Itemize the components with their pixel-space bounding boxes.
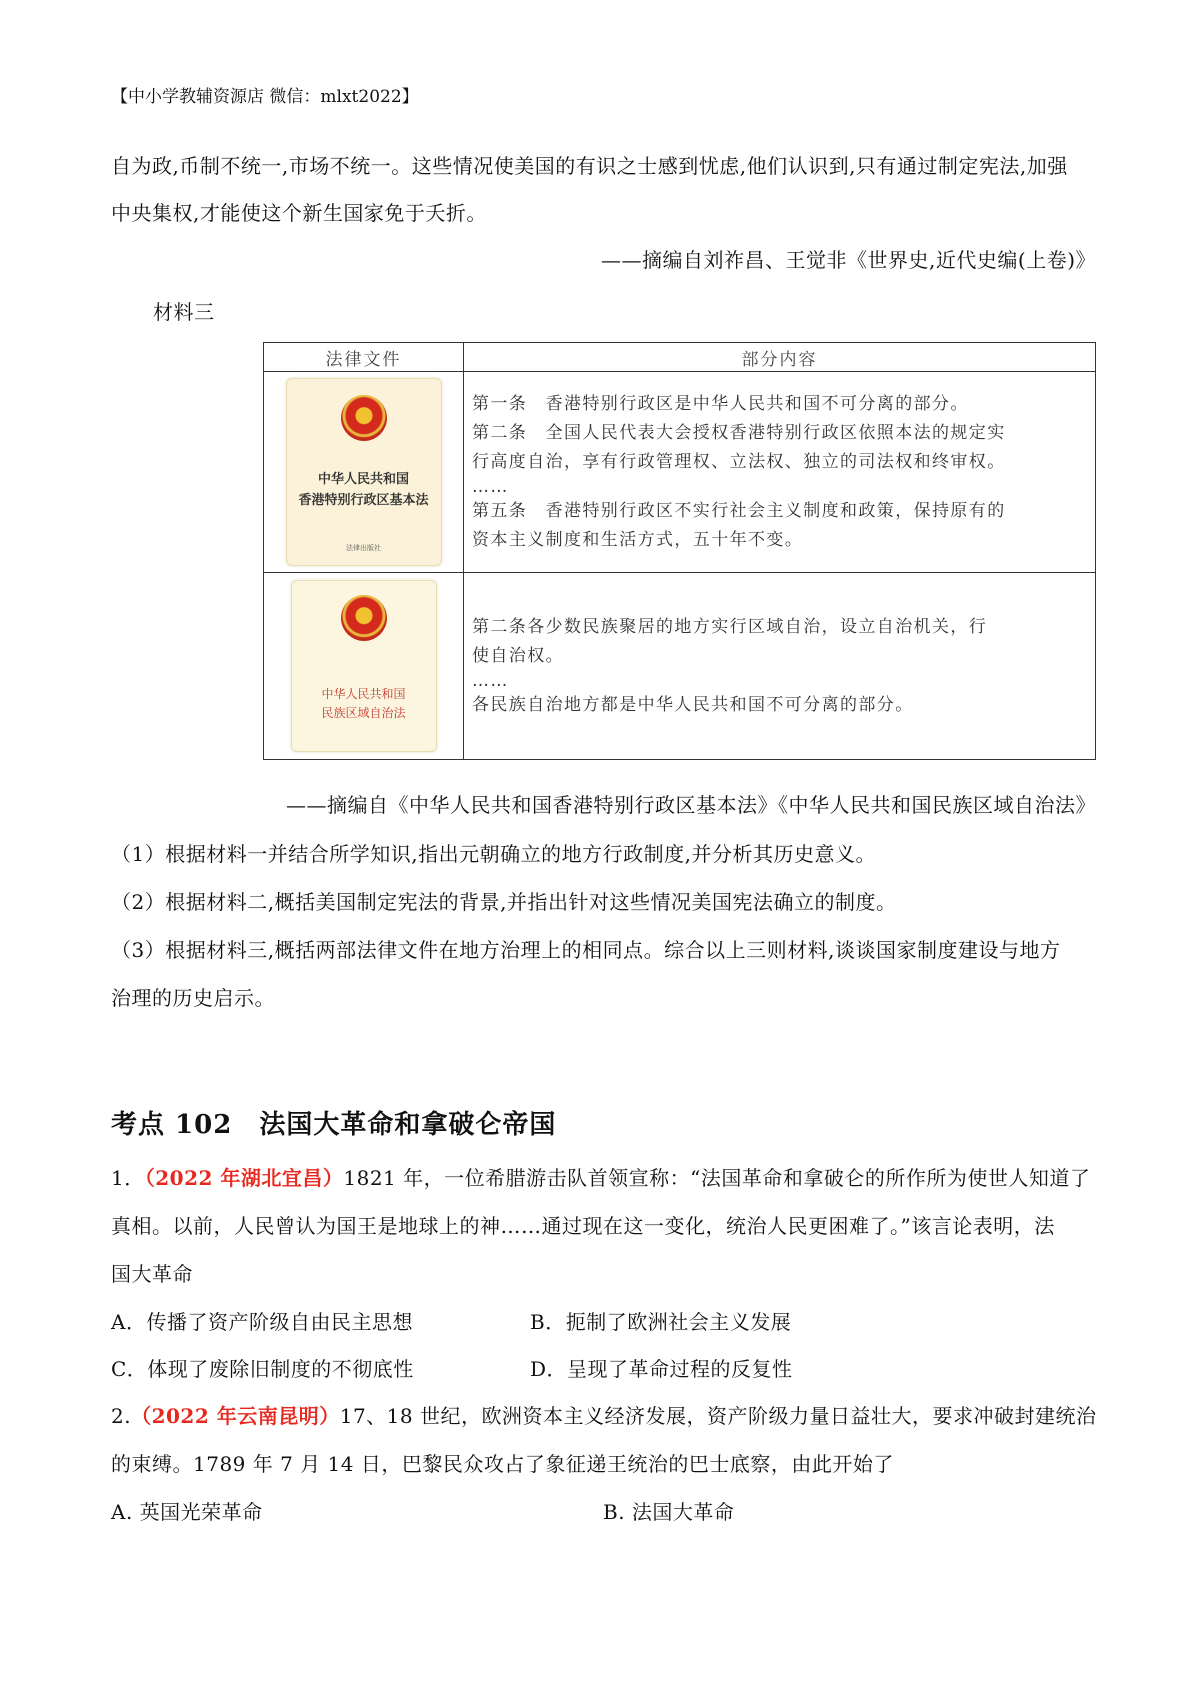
material2-line1: 自为政,币制不统一,市场不统一。这些情况使美国的有识之士感到忧虑,他们认识到,只有通过制定宪法,加强 xyxy=(111,154,1068,178)
hk-basic-law-cover xyxy=(286,378,442,566)
q1-source: （2022 年湖北宜昌） xyxy=(144,1166,344,1190)
content-line: 第五条 香港特别行政区不实行社会主义制度和政策，保持原有的 xyxy=(472,500,1006,521)
q2-source: （2022 年云南昆明） xyxy=(131,1404,340,1428)
q2-option-b[interactable]: B. 法国大革命 xyxy=(603,1500,735,1524)
content-line: 各民族自治地方都是中华人民共和国不可分离的部分。 xyxy=(472,694,914,715)
content-line: 第二条 全国人民代表大会授权香港特别行政区依照本法的规定实 xyxy=(472,422,1006,443)
national-emblem-icon xyxy=(341,395,387,441)
q1-line3: 国大革命 xyxy=(111,1262,193,1286)
table-header-content: 部分内容 xyxy=(464,343,1096,372)
material3-label: 材料三 xyxy=(153,300,215,324)
content-line: …… xyxy=(472,476,509,497)
law-content-cell xyxy=(464,573,1096,760)
q2-number: 2. xyxy=(111,1404,132,1428)
question-3: （3）根据材料三,概括两部法律文件在地方治理上的相同点。综合以上三则材料,谈谈国家制度建设与地方 xyxy=(111,938,1061,962)
content-line: 行高度自治，享有行政管理权、立法权、独立的司法权和终审权。 xyxy=(472,451,1006,472)
q1-option-a[interactable]: A．传播了资产阶级自由民主思想 xyxy=(111,1310,413,1334)
law-cover-cell xyxy=(264,573,464,760)
content-line: 使自治权。 xyxy=(472,645,564,666)
ethnic-autonomy-law-cover xyxy=(291,580,437,752)
q2-stem-start: 17、18 世纪，欧洲资本主义经济发展，资产阶级力量日益壮大，要求冲破封建统治 xyxy=(339,1404,1097,1428)
content-line: …… xyxy=(472,670,509,691)
q1-option-d[interactable]: D．呈现了革命过程的反复性 xyxy=(530,1357,793,1381)
cover-publisher: 法律出版社 xyxy=(346,544,381,552)
table-header-law: 法律文件 xyxy=(264,343,464,372)
material2-line2: 中央集权,才能使这个新生国家免于夭折。 xyxy=(111,201,487,225)
law-content-cell xyxy=(464,372,1096,573)
section-title: 考点 102 法国大革命和拿破仑帝国 xyxy=(111,1110,557,1140)
question-1: （1）根据材料一并结合所学知识,指出元朝确立的地方行政制度,并分析其历史意义。 xyxy=(111,842,876,866)
material2-citation: ——摘编自刘祚昌、王觉非《世界史,近代史编(上卷)》 xyxy=(601,248,1096,272)
table-row xyxy=(264,372,1096,573)
q1-line2: 真相。以前，人民曾认为国王是地球上的神……通过现在这一变化，统治人民更困难了。”该言论表明，法 xyxy=(111,1214,1055,1238)
question-2: （2）根据材料二,概括美国制定宪法的背景,并指出针对这些情况美国宪法确立的制度。 xyxy=(111,890,897,914)
question-3-cont: 治理的历史启示。 xyxy=(111,986,275,1010)
material3-citation: ——摘编自《中华人民共和国香港特别行政区基本法》《中华人民共和国民族区域自治法》 xyxy=(286,793,1096,817)
q2-option-a[interactable]: A. 英国光荣革命 xyxy=(111,1500,263,1524)
q2-line1 xyxy=(111,1400,1097,1429)
q1-number: 1． xyxy=(111,1166,145,1190)
law-table xyxy=(263,342,1096,760)
page-header: 【中小学教辅资源店 微信：mlxt2022】 xyxy=(111,87,419,107)
q1-stem-start: 1821 年，一位希腊游击队首领宣称：“法国革命和拿破仑的所作所为使世人知道了 xyxy=(343,1166,1091,1190)
table-row xyxy=(264,573,1096,760)
q1-option-c[interactable]: C．体现了废除旧制度的不彻底性 xyxy=(111,1357,414,1381)
content-line: 资本主义制度和生活方式，五十年不变。 xyxy=(472,529,804,550)
content-line: 第二条各少数民族聚居的地方实行区域自治，设立自治机关，行 xyxy=(472,616,988,637)
cover-title-line: 中华人民共和国 xyxy=(321,687,406,701)
law-cover-cell xyxy=(264,372,464,573)
q1-option-b[interactable]: B．扼制了欧洲社会主义发展 xyxy=(530,1310,792,1334)
q1-line1 xyxy=(111,1162,1090,1191)
content-line: 第一条 香港特别行政区是中华人民共和国不可分离的部分。 xyxy=(472,393,969,414)
cover-title-line: 香港特别行政区基本法 xyxy=(298,493,429,508)
national-emblem-icon xyxy=(341,595,387,641)
q2-line2: 的束缚。1789 年 7 月 14 日，巴黎民众攻占了象征递王统治的巴士底察，由此开始了 xyxy=(111,1452,894,1476)
cover-title-line: 民族区域自治法 xyxy=(321,706,406,720)
cover-title-line: 中华人民共和国 xyxy=(317,472,409,487)
